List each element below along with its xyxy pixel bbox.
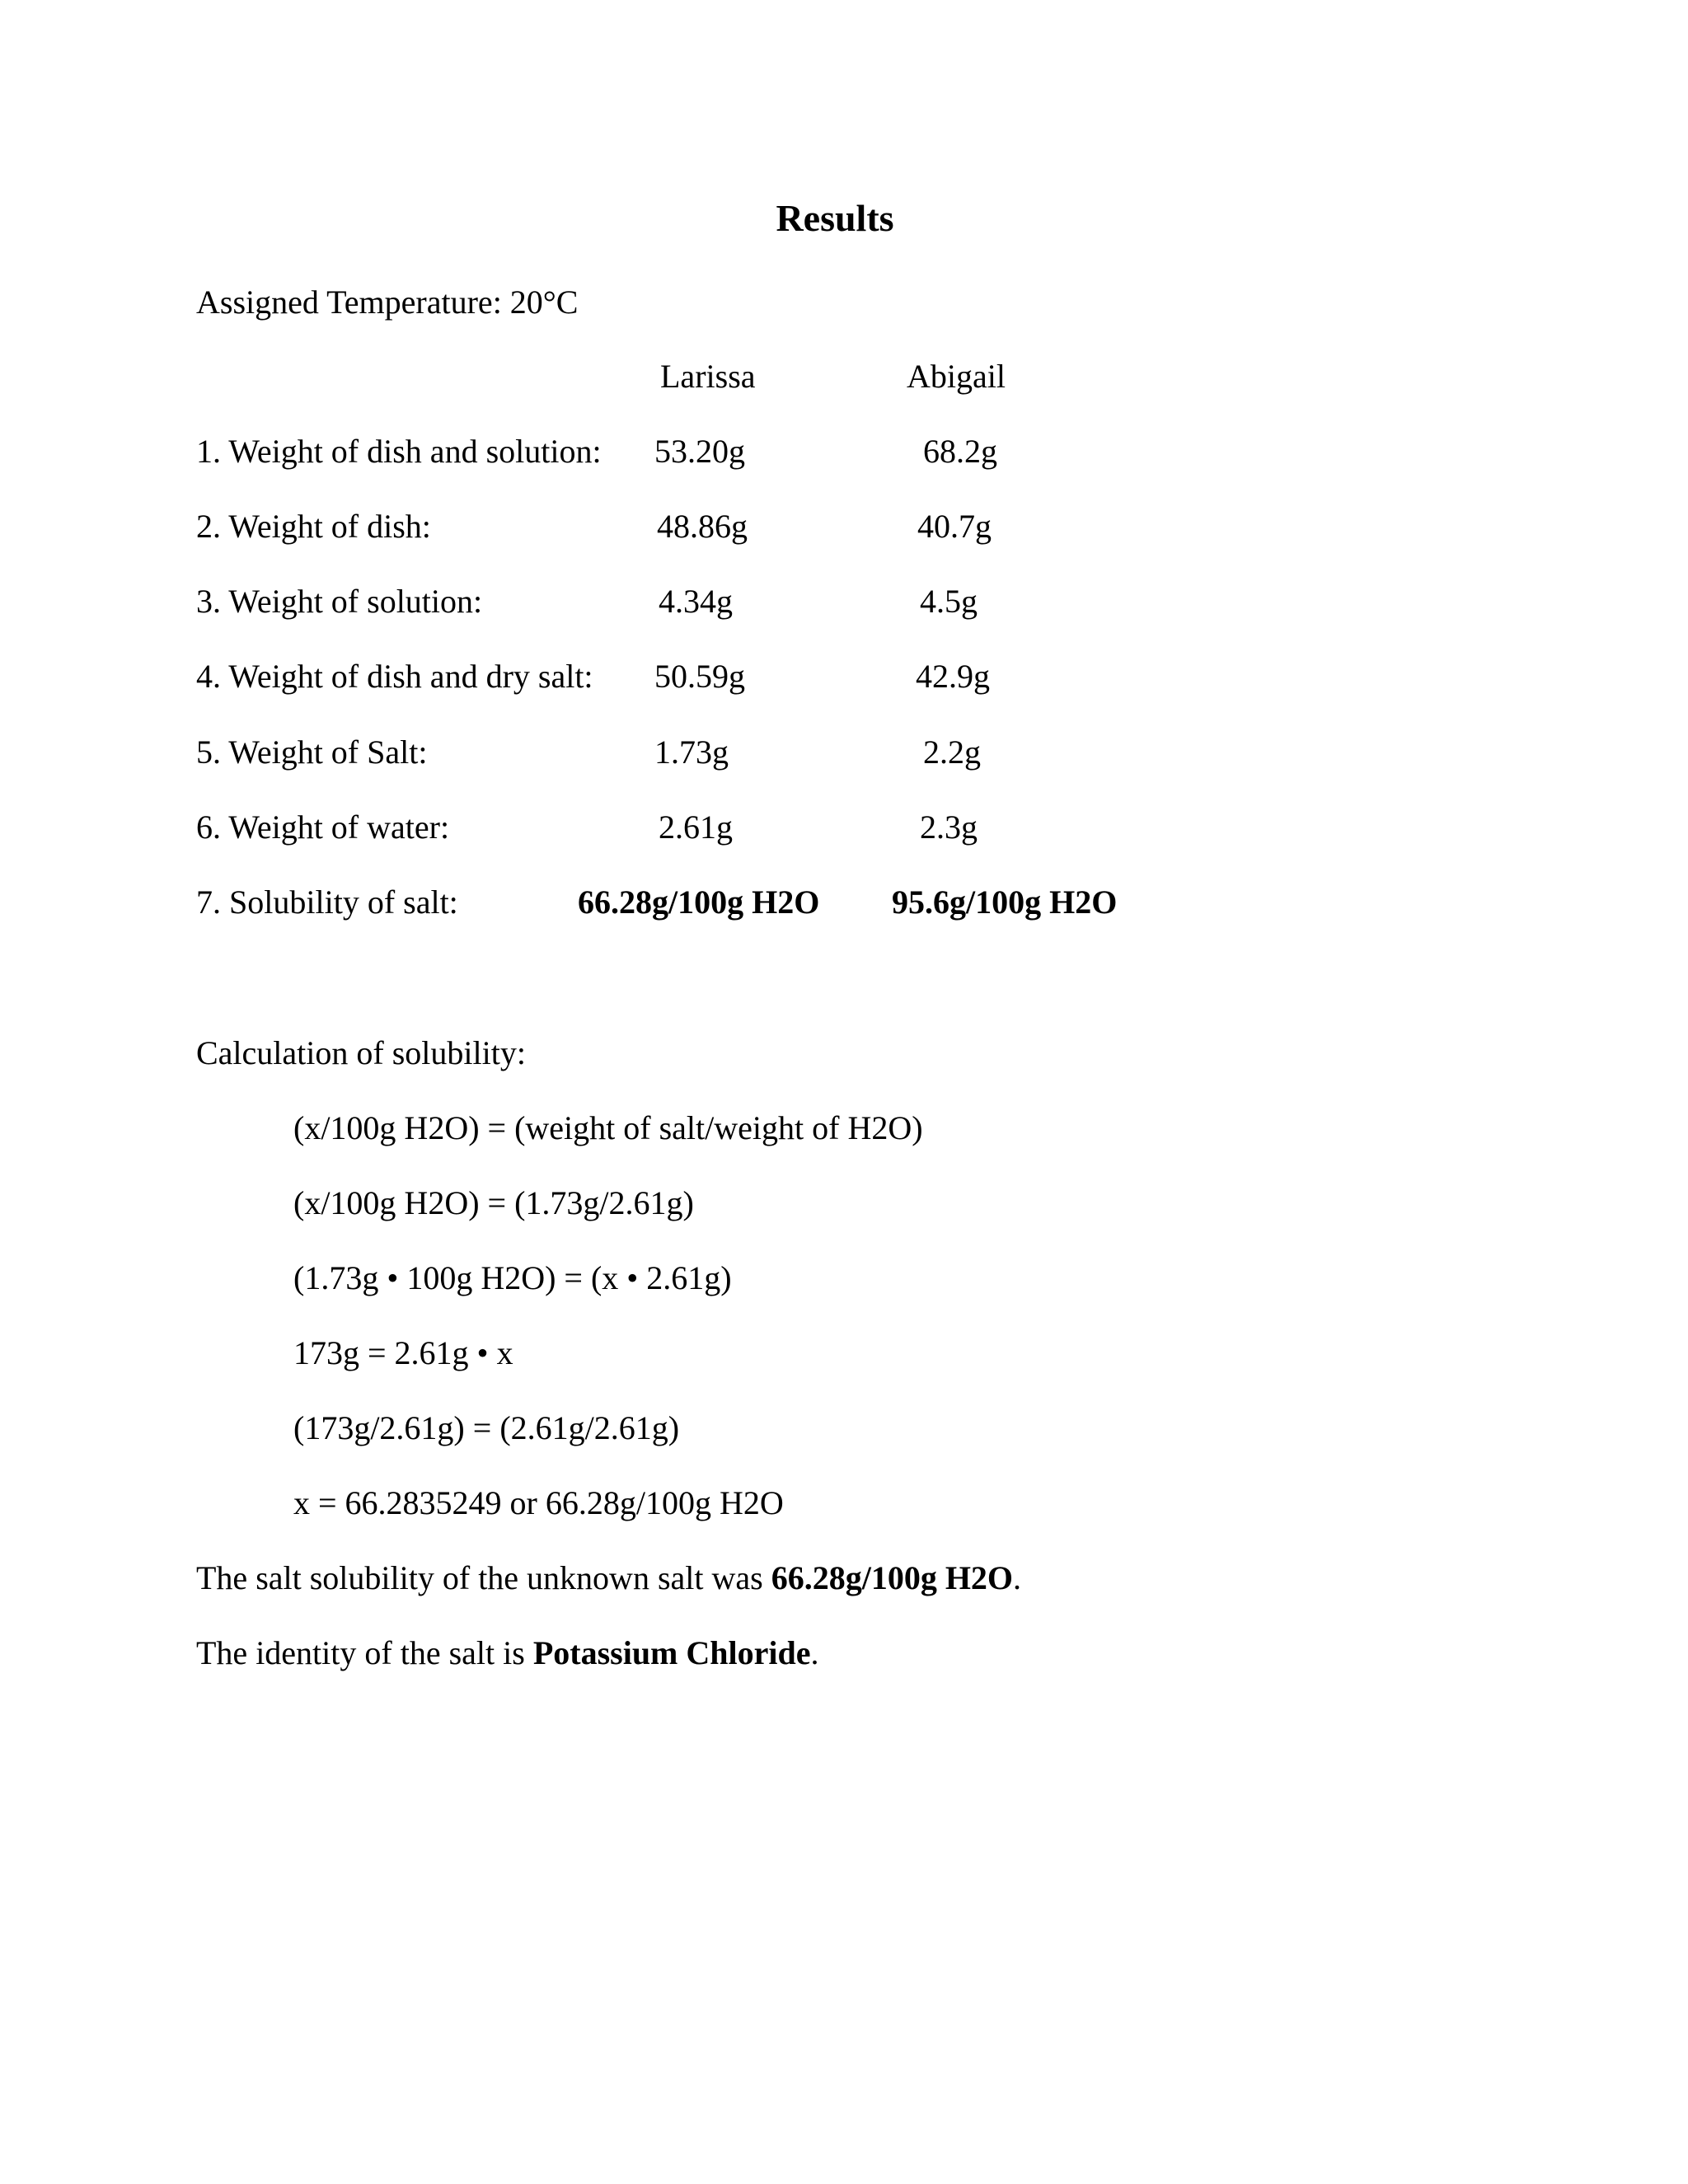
row-value-larissa: 4.34g xyxy=(659,583,733,620)
conclusion-identity-suffix: . xyxy=(810,1634,819,1671)
row-value-larissa: 2.61g xyxy=(659,808,733,846)
row-label: 6. Weight of water: xyxy=(196,808,450,846)
conclusion-solubility-value: 66.28g/100g H2O xyxy=(771,1559,1014,1596)
row-value-larissa: 53.20g xyxy=(654,433,745,470)
row-value-larissa: 66.28g/100g H2O xyxy=(578,883,820,921)
assigned-temperature: Assigned Temperature: 20°C xyxy=(196,284,579,321)
conclusion-identity-value: Potassium Chloride xyxy=(532,1634,811,1671)
calculation-step: (173g/2.61g) = (2.61g/2.61g) xyxy=(293,1409,680,1446)
row-value-abigail: 4.5g xyxy=(920,583,978,620)
row-value-abigail: 42.9g xyxy=(916,658,990,695)
calculation-step: 173g = 2.61g • x xyxy=(293,1334,513,1371)
calculation-heading: Calculation of solubility: xyxy=(196,1034,526,1071)
conclusion-identity-prefix: The identity of the salt is xyxy=(196,1634,533,1671)
row-value-abigail: 2.3g xyxy=(920,808,978,846)
row-value-abigail: 95.6g/100g H2O xyxy=(892,883,1118,921)
row-label: 1. Weight of dish and solution: xyxy=(196,433,602,470)
page-title: Results xyxy=(776,197,894,239)
row-value-larissa: 50.59g xyxy=(654,658,745,695)
row-value-larissa: 48.86g xyxy=(657,508,748,545)
row-label: 7. Solubility of salt: xyxy=(196,883,458,921)
column-header-larissa: Larissa xyxy=(660,358,756,395)
row-label: 2. Weight of dish: xyxy=(196,508,431,545)
row-value-abigail: 68.2g xyxy=(923,433,997,470)
calculation-step: (x/100g H2O) = (1.73g/2.61g) xyxy=(293,1184,694,1221)
row-value-abigail: 40.7g xyxy=(917,508,992,545)
conclusion-solubility xyxy=(196,1559,1021,1597)
row-label: 5. Weight of Salt: xyxy=(196,733,428,771)
calculation-step: (x/100g H2O) = (weight of salt/weight of H2O) xyxy=(293,1109,923,1146)
column-header-abigail: Abigail xyxy=(907,358,1006,395)
calculation-step: (1.73g • 100g H2O) = (x • 2.61g) xyxy=(293,1259,732,1296)
row-label: 3. Weight of solution: xyxy=(196,583,483,620)
row-value-larissa: 1.73g xyxy=(654,733,729,771)
row-value-abigail: 2.2g xyxy=(923,733,981,771)
conclusion-solubility-prefix: The salt solubility of the unknown salt was xyxy=(196,1559,771,1596)
calculation-step: x = 66.2835249 or 66.28g/100g H2O xyxy=(293,1484,784,1521)
row-label: 4. Weight of dish and dry salt: xyxy=(196,658,593,695)
conclusion-solubility-suffix: . xyxy=(1013,1559,1022,1596)
conclusion-identity xyxy=(196,1634,819,1672)
